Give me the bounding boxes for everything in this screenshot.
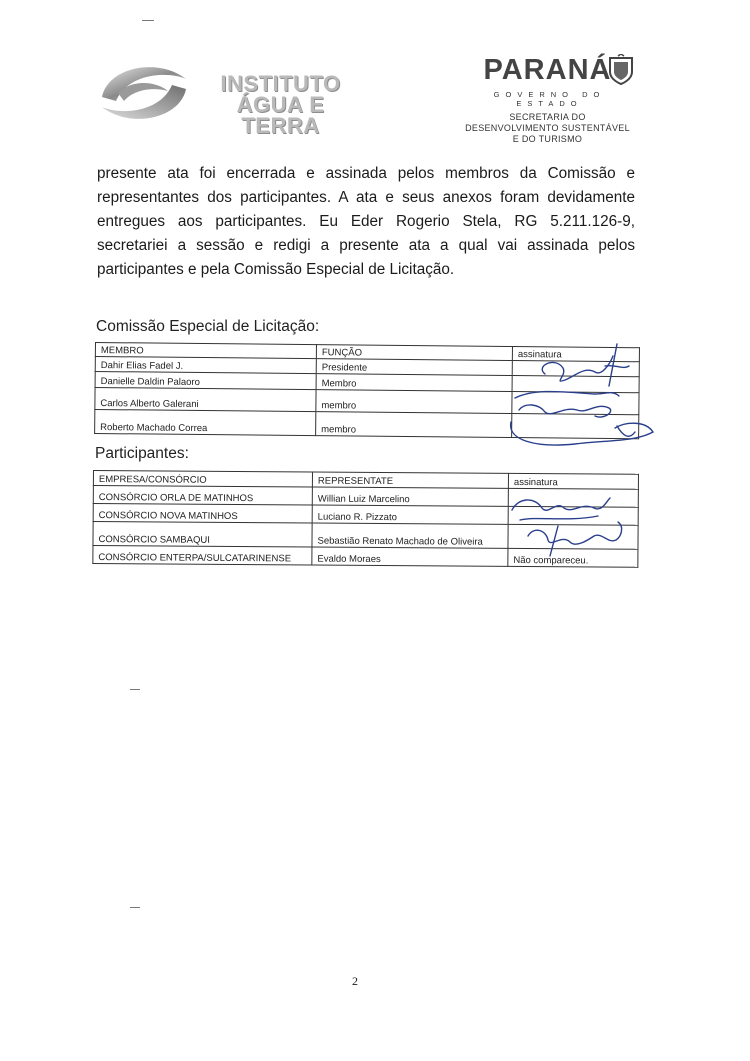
- member-role: membro: [316, 412, 512, 438]
- member-name: Danielle Daldin Palaoro: [95, 372, 316, 390]
- consortium-name: CONSÓRCIO ENTERPA/SULCATARINENSE: [93, 546, 312, 566]
- instituto-agua-e-terra-logo: [98, 55, 363, 138]
- representative-name: Sebastião Renato Machado de Oliveira: [312, 523, 508, 548]
- participants-signatures-image: [498, 486, 638, 572]
- signature-cell: Não compareceu.: [508, 548, 638, 567]
- member-name: Dahir Elias Fadel J.: [95, 357, 316, 374]
- institute-name-line1: INSTITUTO: [220, 71, 341, 96]
- representative-name: Evaldo Moraes: [312, 547, 508, 566]
- scan-mark: [130, 907, 140, 908]
- participants-title: Participantes:: [95, 445, 189, 462]
- institute-name-line2: ÁGUA E TERRA: [236, 92, 325, 138]
- coat-of-arms-icon: [606, 54, 636, 86]
- member-role: Membro: [316, 374, 512, 392]
- secretariat-line: E DO TURISMO: [512, 134, 583, 144]
- header-cell: FUNÇÃO: [316, 345, 512, 361]
- secretariat-line: DESENVOLVIMENTO SUSTENTÁVEL: [465, 123, 630, 133]
- parana-government-logo: [455, 52, 640, 142]
- consortium-name: CONSÓRCIO SAMBAQUI: [93, 522, 312, 548]
- commission-signatures-image: [505, 336, 655, 456]
- government-label: GOVERNO DO ESTADO: [493, 90, 606, 108]
- secretariat-line: SECRETARIA DO: [509, 112, 586, 122]
- header-cell: assinatura: [508, 473, 638, 489]
- scan-mark: [130, 689, 140, 690]
- secretariat-label: [455, 112, 640, 145]
- header-cell: assinatura: [512, 347, 639, 362]
- institute-name: [198, 73, 363, 136]
- commission-title: Comissão Especial de Licitação:: [96, 318, 320, 335]
- swirl-logo-icon: [98, 57, 190, 129]
- header-cell: MEMBRO: [95, 343, 316, 359]
- representative-name: Luciano R. Pizzato: [312, 505, 508, 524]
- header-cell: EMPRESA/CONSÓRCIO: [93, 471, 312, 488]
- consortium-name: CONSÓRCIO NOVA MATINHOS: [93, 504, 312, 524]
- closing-paragraph: presente ata foi encerrada e assinada pelos membros da Comissão e representantes dos participantes. A ata e seus anexos foram devidamente entregues aos participantes. Eu Eder Rogerio Stela, RG 5.211.126-9, secretariei a sessão e redigi a presente ata a qual vai assinada pelos participantes e pela Comissão Especial de Licitação.: [97, 165, 635, 278]
- state-name: PARANÁ: [483, 54, 612, 86]
- header-cell: REPRESENTATE: [312, 472, 508, 488]
- member-name: Carlos Alberto Galerani: [95, 388, 316, 412]
- member-role: membro: [316, 390, 512, 414]
- representative-name: Willian Luiz Marcelino: [312, 487, 508, 506]
- member-name: Roberto Machado Correa: [95, 410, 316, 436]
- consortium-name: CONSÓRCIO ORLA DE MATINHOS: [93, 486, 312, 506]
- scan-mark: [142, 20, 154, 21]
- page-number: 2: [352, 974, 358, 988]
- member-role: Presidente: [316, 359, 512, 376]
